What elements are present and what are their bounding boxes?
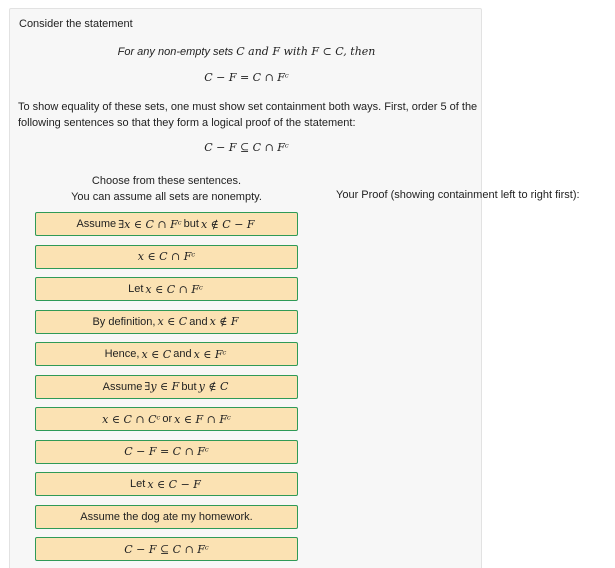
sentence-math: x ∈ Fᶜ — [193, 347, 227, 361]
intro-text: Consider the statement — [19, 18, 133, 30]
sentence-text: Assume — [76, 218, 117, 230]
sentence-card[interactable] — [35, 310, 298, 334]
statement-line-1-math: C and F with F ⊂ C, then — [236, 45, 376, 58]
sentence-text: but — [183, 218, 199, 230]
sentence-text: Hence, — [104, 348, 140, 360]
sentence-math: x ∈ C — [157, 315, 188, 328]
sentence-card[interactable] — [35, 245, 298, 269]
sentence-math: x ∈ C ∩ Fᶜ — [145, 282, 203, 296]
sentence-text: Let — [128, 283, 144, 295]
sentence-math: x ∈ C ∩ Cᶜ — [102, 412, 161, 426]
sentence-text: but — [181, 380, 197, 393]
sentence-math: C − F = C ∩ Fᶜ — [124, 445, 209, 458]
sentence-math: x ∈ F ∩ Fᶜ — [174, 412, 231, 426]
statement-line-1 — [10, 45, 483, 58]
statement-line-2: C − F = C ∩ Fᶜ — [204, 71, 289, 84]
sentence-source-list — [35, 212, 298, 568]
sentence-math: ∃y ∈ F — [144, 380, 180, 393]
sentence-math: ∃x ∈ C ∩ Fᶜ — [118, 217, 182, 231]
sentence-text: and — [189, 315, 208, 328]
sentence-math: x ∈ C ∩ Fᶜ — [137, 250, 196, 263]
sentence-card[interactable] — [35, 440, 298, 464]
sentence-card[interactable] — [35, 342, 298, 366]
sentence-card[interactable] — [35, 407, 298, 431]
sentence-math: x ∈ C − F — [147, 477, 201, 491]
sentence-math: C − F ⊆ C ∩ Fᶜ — [124, 542, 209, 556]
instructions-paragraph: To show equality of these sets, one must show set containment both ways. First, order 5 of the following sentences so that they form a logical proof of the statement: — [18, 101, 478, 129]
sentence-text: By definition, — [92, 315, 156, 328]
sentence-math: y ∉ C — [198, 380, 229, 393]
proof-drop-label: Your Proof (showing containment left to right first): — [336, 189, 580, 201]
sentence-math: x ∉ C − F — [200, 217, 255, 231]
sentence-text: or — [162, 413, 173, 425]
choose-subheading: You can assume all sets are nonempty. — [71, 191, 262, 203]
question-panel — [9, 8, 482, 568]
sentence-text: Assume — [102, 380, 143, 393]
sentence-card[interactable] — [35, 472, 298, 496]
sentence-math: x ∈ C — [141, 347, 172, 361]
sentence-card[interactable] — [35, 537, 298, 561]
sentence-text: Assume the dog ate my homework. — [80, 510, 253, 523]
sentence-card[interactable] — [35, 505, 298, 529]
sentence-card[interactable] — [35, 212, 298, 236]
sentence-card[interactable] — [35, 277, 298, 301]
sentence-text: Let — [130, 478, 146, 490]
choose-heading: Choose from these sentences. — [91, 175, 242, 187]
statement-line-3: C − F ⊆ C ∩ Fᶜ — [204, 141, 289, 154]
sentence-math: x ∉ F — [209, 315, 239, 328]
sentence-text: and — [173, 348, 192, 360]
statement-line-1-text: For any non-empty sets — [117, 46, 234, 58]
sentence-card[interactable] — [35, 375, 298, 399]
